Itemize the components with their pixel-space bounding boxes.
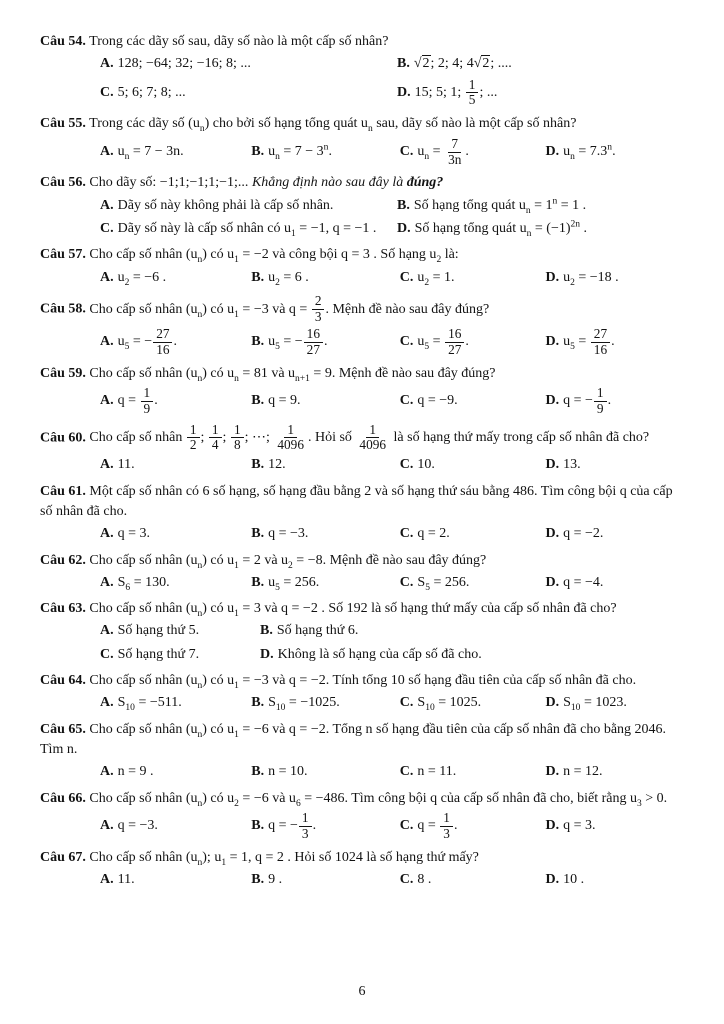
options-grid (100, 455, 684, 475)
fraction: $\frac{1}{5}$ (466, 78, 479, 109)
option-text: $S_{10} = -511$. (117, 695, 182, 714)
question-stem: Cho cấp số nhân $(u_n)$ có $u_1 = 2$ và $u_2 = -8$. Mệnh đề nào sau đây đúng? (89, 552, 487, 571)
fraction: $\frac{2}{3}$ (312, 294, 325, 325)
answer-option (260, 621, 684, 641)
sqrt: √2 (473, 56, 490, 72)
option-text: $u_5$ = $\frac{27}{16}$ . (563, 325, 615, 357)
answer-option (397, 219, 684, 239)
option-text: q = $\frac{1}{3}$ . (417, 809, 458, 841)
option-letter: C. (100, 221, 114, 237)
answer-option (546, 693, 685, 713)
option-letter: A. (100, 695, 114, 711)
option-letter: B. (397, 56, 410, 72)
question-stem: Cho dãy số: −1;1;−1;1;−1;... (89, 175, 249, 191)
answer-option (100, 762, 241, 782)
option-text: q = − $\frac{1}{9}$ . (563, 384, 612, 416)
option-letter: C. (399, 526, 414, 542)
question-stem-line (40, 423, 684, 454)
option-text: q = −2. (563, 526, 604, 542)
answer-option (400, 327, 536, 358)
question-stem: Một cấp số nhân có 6 số hạng, số hạng đầu bằng 2 và số hạng thứ sáu bằng 486. Tìm công bội q của cấp số nhân đã cho. (40, 483, 673, 519)
option-letter: B. (397, 197, 410, 213)
option-text: $u_2 = -18$ . (563, 269, 619, 288)
answer-option (100, 83, 387, 103)
option-text: 13. (563, 457, 581, 473)
answer-option (546, 142, 685, 162)
fraction: $\frac{27}{16}$ (591, 327, 610, 358)
option-letter: A. (100, 818, 114, 834)
option-letter: A. (100, 871, 114, 887)
question-stem-line (40, 848, 684, 868)
page-number: 6 (358, 983, 366, 999)
option-letter: D. (545, 871, 560, 887)
question-stem-line (40, 671, 684, 691)
answer-option (400, 811, 536, 842)
option-letter: D. (545, 764, 560, 780)
fraction: $\frac{1}{8}$ (231, 423, 244, 454)
answer-option (251, 524, 390, 544)
answer-option (251, 762, 390, 782)
options-grid (100, 386, 684, 417)
answer-option (100, 455, 241, 475)
answer-option (546, 870, 685, 890)
option-letter: D. (545, 457, 560, 473)
fraction: $\frac{1}{4}$ (209, 423, 222, 454)
answer-option (400, 870, 536, 890)
option-letter: C. (399, 334, 414, 350)
option-letter: A. (100, 393, 114, 409)
option-letter: C. (399, 144, 414, 160)
option-letter: D. (545, 818, 560, 834)
option-text: q = −9. (417, 393, 458, 409)
question-label: Câu 55. (40, 116, 86, 132)
option-text: √2; 2; 4; 4√2; .... (413, 56, 512, 72)
answer-option (251, 327, 390, 358)
option-text: 15; 5; 1; $\frac{1}{5}$ ; ... (414, 76, 498, 108)
option-letter: B. (251, 818, 265, 834)
question-block (40, 599, 684, 665)
question-stem: Cho cấp số nhân $(u_n)$ có $u_n = 81$ và $u_{n+1} = 9$. Mệnh đề nào sau đây đúng? (89, 365, 496, 384)
option-letter: D. (397, 221, 411, 237)
answer-option (397, 54, 684, 74)
option-text: 11. (117, 457, 135, 473)
answer-option (546, 573, 685, 593)
answer-option (100, 54, 387, 74)
option-letter: C. (399, 695, 414, 711)
answer-option (251, 455, 390, 475)
option-letter: D. (545, 143, 560, 159)
option-text: $u_5$ = − $\frac{27}{16}$ . (117, 325, 177, 357)
fraction: $\frac{1}{2}$ (187, 423, 200, 454)
option-letter: D. (545, 334, 560, 350)
option-letter: C. (399, 574, 414, 590)
option-text: $S_6 = 130$. (117, 574, 170, 593)
question-stem-line (40, 482, 684, 523)
question-stem-line (40, 294, 684, 325)
question-label: Câu 64. (40, 673, 86, 689)
question-label: Câu 54. (40, 34, 86, 49)
question-stem-line (40, 114, 684, 134)
question-stem-line (40, 32, 684, 52)
question-label: Câu 63. (40, 601, 86, 617)
option-text: $u_n = 7 - 3n$. (117, 143, 184, 162)
option-text: $S_{10} = 1023$. (563, 695, 627, 714)
option-text: n = 9 . (117, 764, 154, 780)
option-text: q = 3. (117, 526, 151, 542)
option-letter: A. (100, 269, 114, 285)
option-letter: D. (260, 646, 274, 662)
answer-option (251, 693, 390, 713)
question-stem: Trong các dãy số $(u_n)$ cho bởi số hạng tổng quát $u_n$ sau, dãy số nào là một cấp số nhân? (89, 116, 577, 135)
answer-option (100, 621, 250, 641)
answer-option (100, 386, 241, 417)
answer-option (251, 268, 390, 288)
question-label: Câu 58. (40, 301, 86, 317)
option-letter: C. (399, 764, 414, 780)
option-letter: A. (100, 764, 114, 780)
question-block (40, 720, 684, 783)
question-stem: Cho cấp số nhân $(u_n)$ có $u_1 = -3$ và q = $\frac{2}{3}$ . Mệnh đề nào sau đây đúng? (89, 292, 490, 324)
option-letter: B. (260, 623, 273, 639)
option-text: $u_n = 7.3^n$. (563, 142, 616, 162)
question-label: Câu 61. (40, 483, 86, 499)
option-text: n = 11. (417, 764, 457, 780)
option-text: $u_5 = 256$. (268, 574, 320, 593)
options-grid (100, 196, 684, 240)
answer-option (100, 142, 241, 162)
question-block (40, 245, 684, 288)
option-letter: B. (251, 143, 265, 159)
option-text: $u_2 = 6$ . (268, 269, 309, 288)
answer-option (400, 573, 536, 593)
fraction: $\frac{1}{9}$ (594, 386, 607, 417)
option-text: 128; −64; 32; −16; 8; ... (117, 56, 251, 72)
fraction: $\frac{16}{27}$ (445, 327, 464, 358)
question-block (40, 173, 684, 239)
question-stem: Trong các dãy số sau, dãy số nào là một cấp số nhân? (89, 34, 389, 49)
answer-option (400, 524, 536, 544)
option-text: q = −3. (268, 526, 309, 542)
option-letter: B. (251, 871, 265, 887)
question-stem: Cho cấp số nhân $(u_n)$ có $u_2 = -6$ và $u_6 = -486$. Tìm công bội q của cấp số nhân đã cho, biết rằng $u_3 > 0$. (89, 790, 668, 809)
option-text: q = −4. (563, 574, 604, 590)
question-block (40, 32, 684, 108)
answer-option (400, 693, 536, 713)
options-grid (100, 268, 684, 288)
option-letter: D. (397, 85, 411, 101)
question-label: Câu 60. (40, 430, 86, 446)
answer-option (100, 693, 241, 713)
option-letter: A. (100, 623, 114, 639)
answer-option (100, 645, 250, 665)
option-text: $u_n = 7 - 3^n$. (268, 142, 332, 162)
option-letter: A. (100, 56, 114, 72)
answer-option (397, 78, 684, 109)
option-letter: B. (251, 269, 265, 285)
question-label: Câu 65. (40, 721, 86, 737)
question-label: Câu 62. (40, 552, 86, 568)
options-grid (100, 137, 684, 168)
option-text: Số hạng tổng quát $u_n = (-1)^{2n}$ . (414, 219, 588, 239)
question-label: Câu 59. (40, 365, 86, 381)
option-text: Số hạng tổng quát $u_n = 1^n = 1$ . (413, 196, 587, 216)
question-stem-line (40, 173, 684, 193)
question-block (40, 294, 684, 358)
option-text: q = $\frac{1}{9}$ . (117, 384, 158, 416)
option-letter: D. (545, 526, 560, 542)
option-letter: B. (251, 334, 265, 350)
answer-option (100, 327, 241, 358)
option-letter: B. (251, 457, 265, 473)
option-text: q = − $\frac{1}{3}$ . (268, 809, 317, 841)
question-stem-line (40, 245, 684, 265)
option-letter: D. (545, 695, 560, 711)
answer-option (400, 391, 536, 411)
option-letter: D. (545, 393, 560, 409)
option-text: $u_5$ = − $\frac{16}{27}$ . (268, 325, 328, 357)
option-text: n = 10. (268, 764, 308, 780)
options-grid (100, 327, 684, 358)
question-block (40, 364, 684, 417)
answer-option (546, 327, 685, 358)
option-text: n = 12. (563, 764, 603, 780)
question-block (40, 848, 684, 891)
option-letter: C. (399, 393, 414, 409)
option-text: $S_5 = 256$. (417, 574, 470, 593)
options-grid (100, 621, 684, 665)
option-text: $S_{10} = 1025$. (417, 695, 482, 714)
question-stem: Cho cấp số nhân $(u_n)$ có $u_1 = -3$ và q = −2. Tính tổng 10 số hạng đầu tiên của cấp số nhân đã cho. (89, 673, 637, 691)
option-text: $u_2 = 1$. (417, 269, 455, 288)
option-text: 5; 6; 7; 8; ... (117, 84, 186, 100)
question-block (40, 551, 684, 594)
option-text: q = −3. (117, 818, 158, 834)
answer-option (100, 573, 241, 593)
option-letter: C. (100, 84, 114, 100)
question-stem-line (40, 551, 684, 571)
answer-option (100, 870, 241, 890)
option-text: Số hạng thứ 7. (117, 646, 200, 662)
answer-option (400, 268, 536, 288)
option-text: q = 9. (268, 393, 301, 409)
answer-option (251, 142, 390, 162)
answer-option (546, 268, 685, 288)
option-text: Không là số hạng của cấp số đã cho. (277, 646, 482, 662)
question-label: Câu 57. (40, 247, 86, 263)
answer-option (546, 762, 685, 782)
answer-option (251, 870, 390, 890)
options-grid (100, 870, 684, 890)
question-label: Câu 66. (40, 790, 86, 806)
option-letter: D. (545, 574, 560, 590)
answer-option (100, 816, 241, 836)
question-stem: Cho cấp số nhân $(u_n)$ có $u_1 = -2$ và công bội q = 3 . Số hạng $u_2$ là: (89, 247, 459, 266)
option-letter: A. (100, 334, 114, 350)
fraction: $\frac{7}{3n}$ (448, 135, 462, 167)
option-text: $S_{10} = -1025$. (268, 695, 340, 714)
answer-option (397, 196, 684, 216)
option-text: Số hạng thứ 5. (117, 623, 200, 639)
answer-option (546, 455, 685, 475)
question-stem-line (40, 364, 684, 384)
option-letter: A. (100, 574, 114, 590)
answer-option (251, 811, 390, 842)
fraction: $\frac{1}{3}$ (440, 811, 453, 842)
answer-option (546, 386, 685, 417)
questions-list (40, 32, 684, 896)
option-text: 11. (117, 871, 135, 887)
option-letter: D. (545, 269, 560, 285)
option-text: $u_5$ = $\frac{16}{27}$ . (417, 325, 469, 357)
option-letter: A. (100, 526, 114, 542)
question-stem-line (40, 720, 684, 761)
fraction: $\frac{1}{9}$ (141, 386, 154, 417)
answer-option (100, 196, 387, 216)
answer-option (251, 573, 390, 593)
option-letter: A. (100, 143, 114, 159)
option-text: 12. (268, 457, 286, 473)
question-stem-italic: Khẳng định nào sau đây là (251, 175, 404, 191)
option-text: q = 2. (417, 526, 450, 542)
question-block (40, 789, 684, 842)
fraction: $\frac{27}{16}$ (153, 327, 172, 358)
answer-option (100, 219, 387, 239)
options-grid (100, 573, 684, 593)
option-letter: B. (251, 695, 265, 711)
question-block (40, 423, 684, 476)
options-grid (100, 811, 684, 842)
question-stem: Cho cấp số nhân $(u_n)$ có $u_1 = -6$ và q = −2. Tổng n số hạng đầu tiên của cấp số nhân đã cho bằng 2046. Tìm n. (40, 721, 667, 757)
option-letter: C. (399, 269, 414, 285)
question-stem-bold-italic: đúng? (406, 175, 444, 191)
answer-option (400, 762, 536, 782)
options-grid (100, 524, 684, 544)
option-letter: C. (399, 818, 414, 834)
option-text: Dãy số này không phải là cấp số nhân. (117, 197, 334, 213)
option-text: $u_2 = -6$ . (117, 269, 167, 288)
option-letter: B. (251, 393, 265, 409)
question-stem-line (40, 789, 684, 809)
option-letter: A. (100, 197, 114, 213)
option-text: Số hạng thứ 6. (276, 623, 359, 639)
option-text: Dãy số này là cấp số nhân có $u_1 = -1$, q = −1 . (117, 221, 377, 239)
question-stem-line (40, 599, 684, 619)
option-letter: B. (251, 574, 265, 590)
answer-option (251, 391, 390, 411)
answer-option (546, 816, 685, 836)
option-text: q = 3. (563, 818, 596, 834)
sqrt: √2 (413, 56, 430, 72)
question-stem: Cho cấp số nhân $(u_n)$; $u_1 = 1$, q = 2 . Hỏi số 1024 là số hạng thứ mấy? (89, 849, 479, 868)
options-grid (100, 54, 684, 108)
fraction: $\frac{1}{4096}$ (277, 421, 304, 453)
options-grid (100, 762, 684, 782)
option-text: 8 . (417, 871, 432, 887)
option-text: $u_n$ = $\frac{7}{3n}$ . (417, 135, 469, 167)
option-letter: C. (399, 871, 414, 887)
answer-option (546, 524, 685, 544)
option-letter: B. (251, 526, 265, 542)
option-letter: A. (100, 457, 114, 473)
question-stem: Cho cấp số nhân $(u_n)$ có $u_1 = 3$ và q = −2 . Số 192 là số hạng thứ mấy của cấp số nhân đã cho? (89, 601, 617, 619)
option-letter: C. (100, 646, 114, 662)
answer-option (400, 455, 536, 475)
fraction: $\frac{1}{4096}$ (359, 421, 387, 453)
answer-option (100, 268, 241, 288)
option-text: 9 . (268, 871, 283, 887)
fraction: $\frac{16}{27}$ (304, 327, 323, 358)
question-block (40, 671, 684, 714)
option-letter: B. (251, 764, 265, 780)
answer-option (100, 524, 241, 544)
question-label: Câu 56. (40, 175, 86, 191)
fraction: $\frac{1}{3}$ (299, 811, 312, 842)
answer-option (400, 137, 536, 168)
option-text: 10 . (563, 871, 585, 887)
answer-option (260, 645, 684, 665)
question-label: Câu 67. (40, 849, 86, 865)
option-text: 10. (417, 457, 435, 473)
question-block (40, 482, 684, 545)
options-grid (100, 693, 684, 713)
option-letter: C. (399, 457, 414, 473)
question-stem: Cho cấp số nhân $\frac{1}{2}$ ; $\frac{1}{4}$ ; $\frac{1}{8}$ ; ⋯; $\frac{1}{4096}$ . Hỏi số $\frac{1}{4096}$ là số hạng thứ mấy trong cấp số nhân đã cho? (89, 421, 650, 453)
question-block (40, 114, 684, 167)
